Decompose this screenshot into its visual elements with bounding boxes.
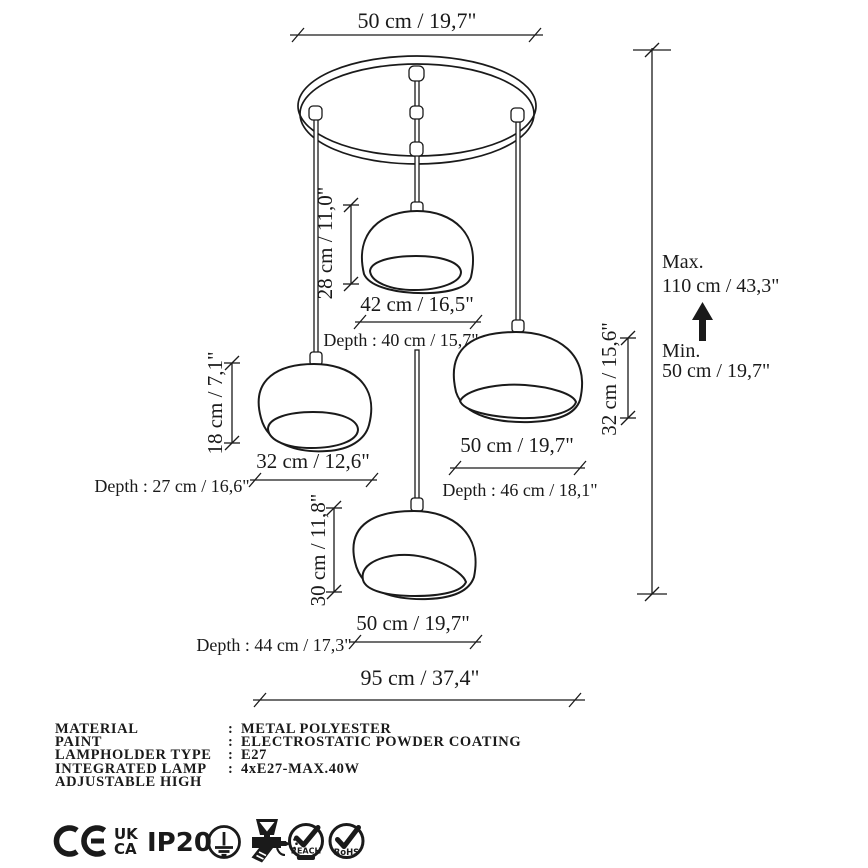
reach-compliant-icon — [290, 825, 323, 861]
dim-bottom-lamp-width: 50 cm / 19,7" — [356, 611, 470, 635]
min-height-label: Min. — [662, 340, 701, 362]
spec-label: LAMPHOLDER TYPE — [55, 747, 212, 764]
certification-badges — [50, 814, 380, 868]
max-height-value: 110 cm / 43,3" — [662, 275, 780, 297]
spec-value: 4xE27-MAX.40W — [241, 760, 360, 777]
dim-left-lamp-width: 32 cm / 12,6" — [256, 449, 370, 473]
reach-label: REACH — [290, 846, 322, 856]
dim-line-left-lamp-width — [249, 473, 378, 487]
dim-line-overall-height — [633, 43, 671, 601]
dim-line-right-lamp-height — [620, 331, 636, 425]
ce-mark-icon — [56, 828, 104, 854]
earth-ground-icon — [209, 827, 240, 858]
dim-right-lamp-height: 32 cm / 15,6" — [597, 322, 621, 436]
spec-row-adjustable-high — [55, 773, 521, 790]
spec-table — [55, 723, 521, 789]
lampshade-left — [259, 364, 372, 451]
lampshade-top — [362, 211, 473, 293]
ip20-rating: IP20 — [147, 828, 212, 858]
rohs-compliant-icon — [330, 825, 363, 859]
spec-value: E27 — [241, 747, 267, 764]
ukca-line2: CA — [114, 840, 137, 858]
spec-label: INTEGRATED LAMP — [55, 760, 207, 777]
spec-separator: : — [228, 747, 234, 764]
max-height-label: Max. — [662, 251, 704, 273]
dim-left-lamp-height: 18 cm / 7,1" — [203, 351, 227, 455]
pendant-rod-center — [409, 66, 424, 214]
dim-line-top-lamp-width — [354, 315, 482, 329]
dim-top-lamp-depth: Depth : 40 cm / 15,7" — [323, 330, 479, 350]
spec-label: PAINT — [55, 734, 103, 751]
adjustable-height-arrow-icon — [692, 302, 713, 341]
dim-line-bottom-lamp-width — [349, 635, 482, 649]
spec-separator: : — [228, 734, 234, 751]
dim-right-lamp-depth: Depth : 46 cm / 18,1" — [442, 480, 598, 500]
spec-label: ADJUSTABLE HIGH — [55, 773, 202, 790]
spec-label: MATERIAL — [55, 721, 139, 737]
dim-total-width: 95 cm / 37,4" — [360, 665, 480, 690]
dim-line-top-lamp-height — [343, 198, 359, 291]
dim-bottom-lamp-depth: Depth : 44 cm / 17,3" — [196, 635, 352, 655]
dim-top-lamp-height: 28 cm / 11,0" — [313, 186, 337, 300]
dim-line-right-lamp-width — [449, 461, 586, 475]
dim-canopy-width: 50 cm / 19,7" — [357, 8, 477, 33]
dim-right-lamp-width: 50 cm / 19,7" — [460, 433, 574, 457]
dim-bottom-lamp-height: 30 cm / 11,8" — [306, 493, 330, 607]
spec-value: METAL POLYESTER — [241, 721, 392, 737]
ukca-mark — [114, 825, 139, 858]
dim-left-lamp-depth: Depth : 27 cm / 16,6" — [94, 476, 250, 496]
pendant-cord-bottom — [411, 350, 423, 511]
dim-top-lamp-width: 42 cm / 16,5" — [360, 292, 474, 316]
reach-sub-label: COMPLIANT — [296, 855, 316, 860]
spec-value: ELECTROSTATIC POWDER COATING — [241, 734, 522, 751]
rohs-label: RoHS — [333, 848, 360, 858]
spec-separator: : — [228, 721, 234, 737]
lampshade-bottom — [353, 511, 475, 599]
spec-separator: : — [228, 760, 234, 777]
pendant-cord-right — [511, 108, 524, 332]
dim-line-total-width — [253, 693, 585, 707]
ukca-line1: UK — [114, 825, 138, 843]
min-height-value: 50 cm / 19,7" — [662, 360, 771, 382]
